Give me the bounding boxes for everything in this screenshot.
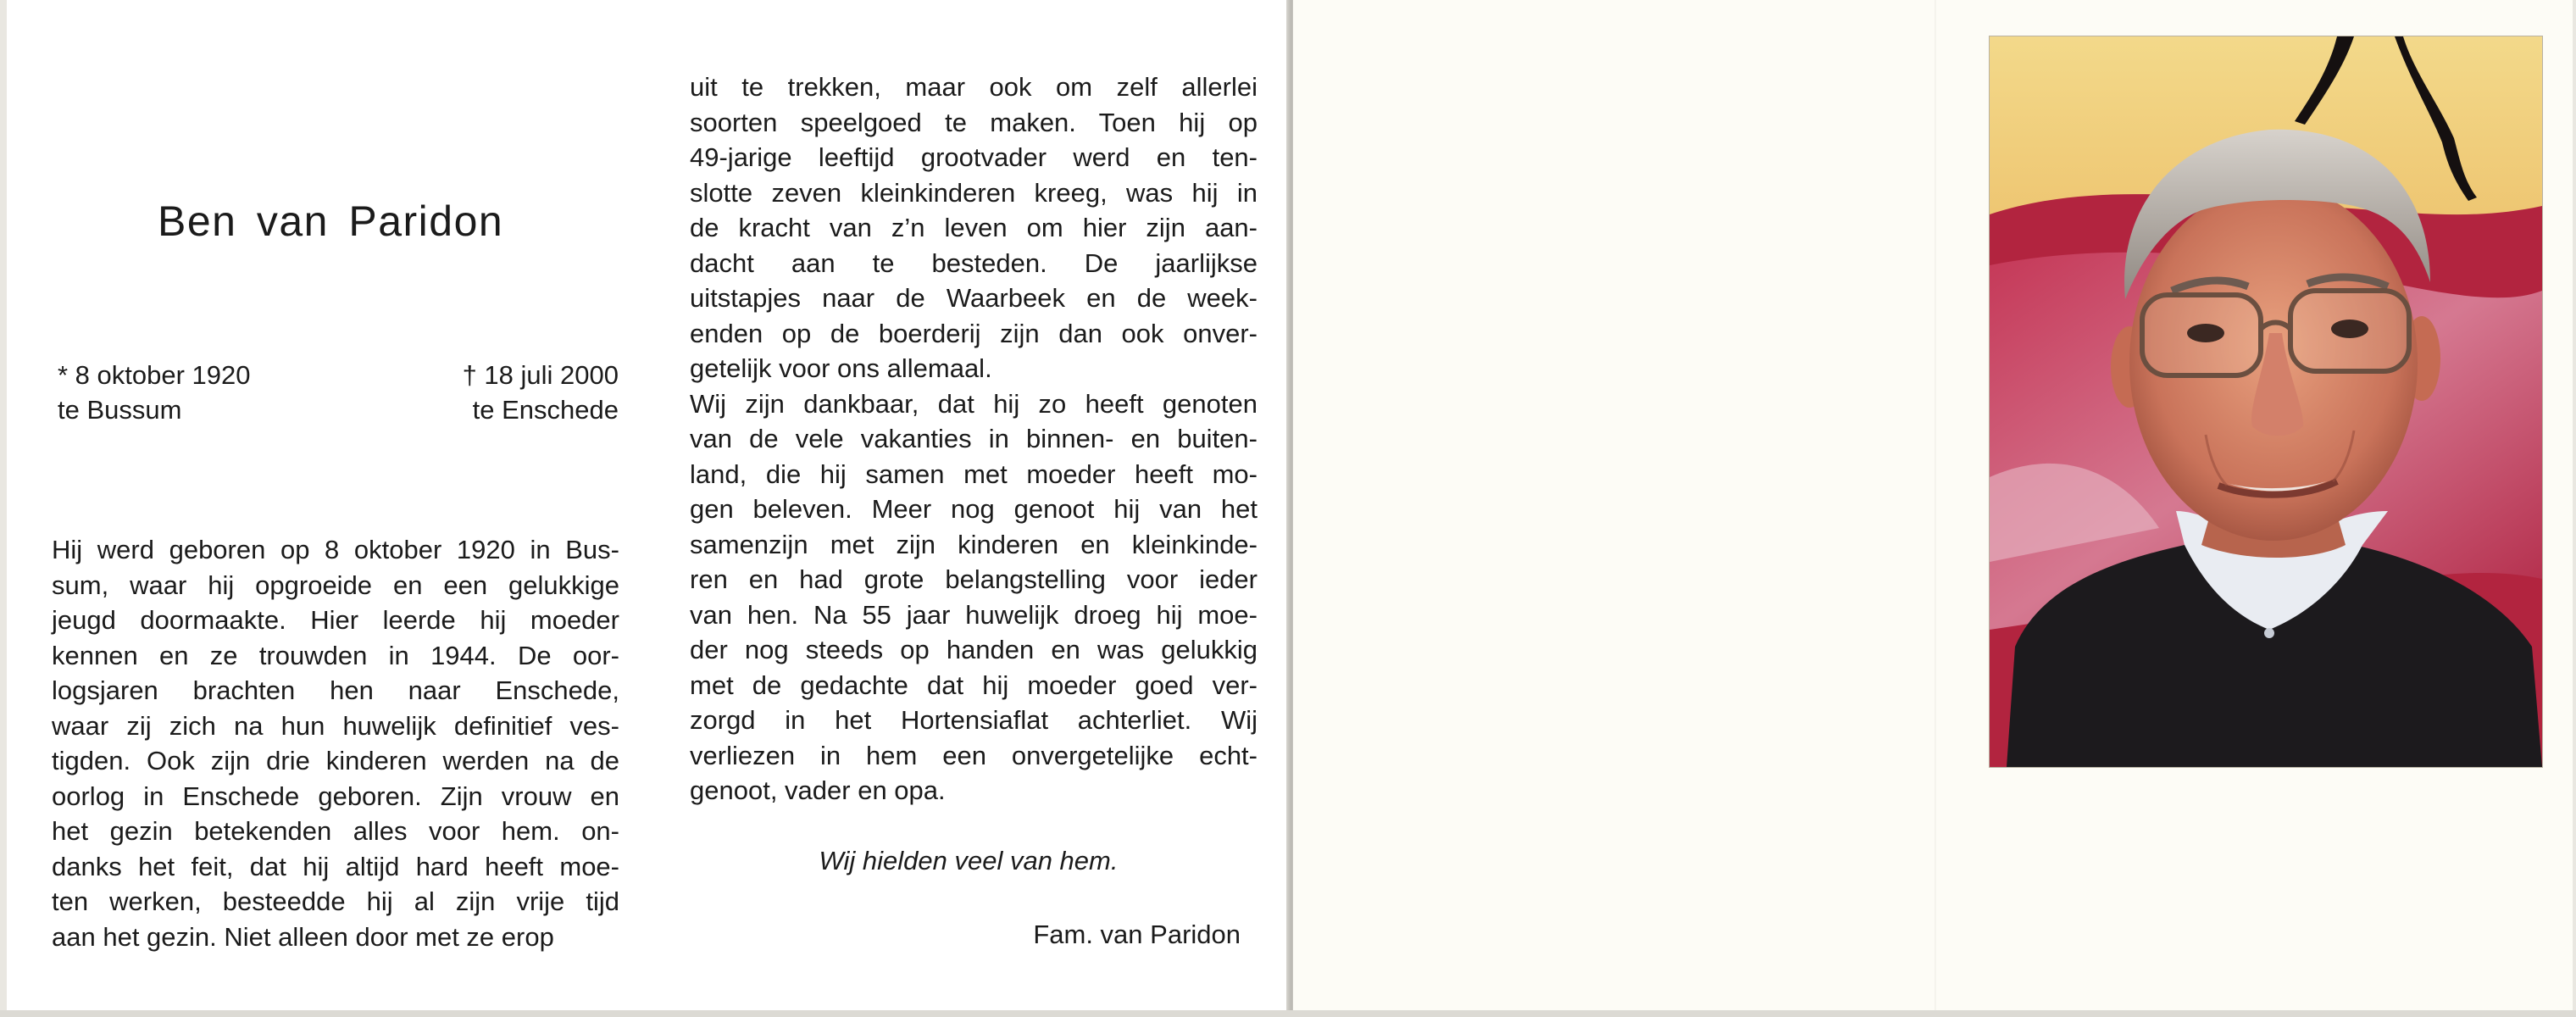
text-line: ren en had grote belangstelling voor ieder — [690, 564, 1257, 594]
text-line: land, die hij samen met moeder heeft mo- — [690, 458, 1257, 489]
text-line: der nog steeds op handen en was gelukkig — [690, 635, 1257, 664]
text-line: aan het gezin. Niet alleen door met ze erop — [52, 921, 554, 952]
family-signature: Fam. van Paridon — [1033, 920, 1241, 949]
text-line: waar zij zich na hun huwelijk definitief ves- — [52, 710, 619, 741]
text-line: de kracht van z’n leven om hier zijn aan- — [690, 213, 1257, 242]
death-place: te Enschede — [472, 395, 619, 425]
text-line: kennen en ze trouwden in 1944. De oor- — [52, 640, 619, 670]
scan-bottom-edge — [0, 1010, 2576, 1017]
text-line: gen beleven. Meer nog genoot hij van het — [690, 494, 1257, 524]
text-line: slotte zeven kleinkinderen kreeg, was hij in — [690, 177, 1257, 208]
card-inner-right — [1293, 0, 2573, 1010]
deceased-name: Ben van Paridon — [158, 197, 504, 245]
text-line: uit te trekken, maar ook om zelf allerlei — [690, 72, 1257, 102]
text-line: ten werken, besteedde hij al zijn vrije tijd — [52, 886, 619, 916]
text-line: samenzijn met zijn kinderen en kleinkinde- — [690, 529, 1257, 559]
text-line: verliezen in hem een onvergetelijke echt- — [690, 740, 1257, 770]
text-line: 49-jarige leeftijd grootvader werd en ten- — [690, 142, 1257, 172]
portrait-photo — [1989, 36, 2543, 768]
text-line: jeugd doormaakte. Hier leerde hij moeder — [52, 605, 619, 635]
text-line: getelijk voor ons allemaal. — [690, 353, 992, 383]
card-inner-left — [7, 0, 1290, 1010]
text-line: logsjaren brachten hen naar Enschede, — [52, 675, 619, 705]
text-line: uitstapjes naar de Waarbeek en de week- — [690, 283, 1257, 313]
text-line: soorten speelgoed te maken. Toen hij op — [690, 107, 1257, 137]
portrait-illustration — [1990, 36, 2542, 767]
birth-info — [58, 358, 251, 427]
text-line: Wij zijn dankbaar, dat hij zo heeft genoten — [690, 388, 1257, 419]
text-line: genoot, vader en opa. — [690, 775, 946, 805]
text-line: sum, waar hij opgroeide en een gelukkige — [52, 570, 619, 600]
birth-place: te Bussum — [58, 395, 182, 425]
text-line: dacht aan te besteden. De jaarlijkse — [690, 247, 1257, 278]
text-line: het gezin betekenden alles voor hem. on- — [52, 816, 619, 846]
text-line: enden op de boerderij zijn dan ook onver- — [690, 318, 1257, 348]
text-line: oorlog in Enschede geboren. Zijn vrouw en — [52, 781, 619, 811]
biography-column-1 — [52, 532, 619, 954]
death-info — [447, 358, 619, 427]
closing-line: Wij hielden veel van hem. — [819, 846, 1119, 875]
text-line: met de gedachte dat hij moeder goed ver- — [690, 670, 1257, 700]
text-line: tigden. Ook zijn drie kinderen werden na de — [52, 746, 619, 775]
text-line: van de vele vakanties in binnen- en buiten- — [690, 424, 1257, 453]
birth-date: * 8 oktober 1920 — [58, 360, 251, 390]
biography-column-2 — [690, 69, 1257, 809]
text-line: van hen. Na 55 jaar huwelijk droeg hij moe- — [690, 599, 1257, 630]
text-line: zorgd in het Hortensiaflat achterliet. Wij — [690, 705, 1257, 735]
text-line: danks het feit, dat hij altijd hard heeft moe- — [52, 851, 619, 881]
text-line: Hij werd geboren op 8 oktober 1920 in Bus- — [52, 535, 619, 564]
death-date: † 18 juli 2000 — [462, 360, 619, 390]
paper-fold-line — [1935, 0, 1936, 1010]
